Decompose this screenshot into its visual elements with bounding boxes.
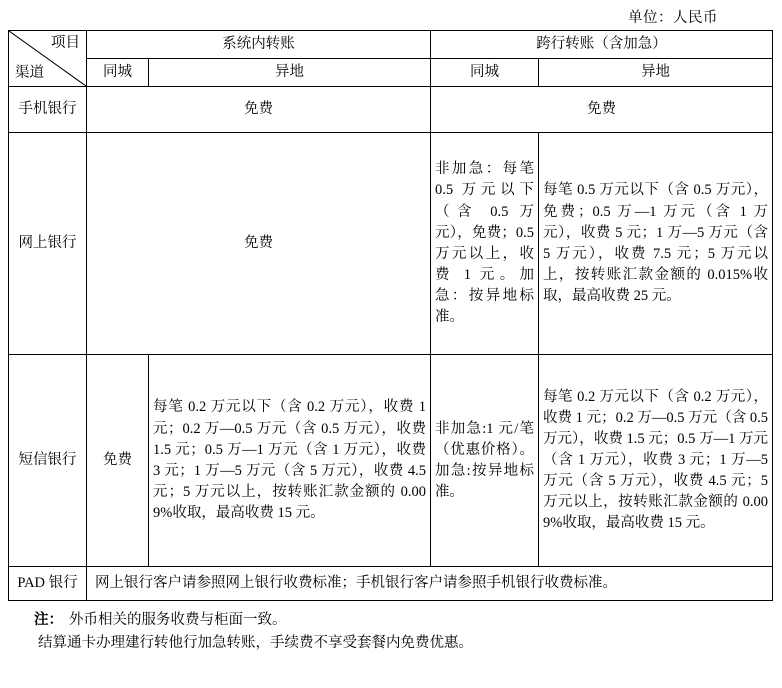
- footnote-text-2: 结算通卡办理建行转他行加急转账，手续费不享受套餐内免费优惠。: [38, 635, 473, 652]
- header-interbank-remote: 异地: [539, 59, 773, 87]
- cell-online-interbank-local: 非加急：每笔 0.5 万元以下（含 0.5 万元），免费；0.5 万元以上，收费 1 元。加急：按异地标准。: [431, 133, 539, 355]
- row-label-sms-banking: 短信银行: [9, 355, 87, 567]
- row-label-online-banking: 网上银行: [9, 133, 87, 355]
- cell-pad-all: 网上银行客户请参照网上银行收费标准；手机银行客户请参照手机银行收费标准。: [87, 567, 773, 601]
- cell-sms-internal-local: 免费: [87, 355, 149, 567]
- header-internal-remote: 异地: [149, 59, 431, 87]
- corner-item-label: 项目: [51, 35, 80, 51]
- transfer-fee-table: [8, 30, 773, 601]
- table-row-online-banking: [9, 133, 773, 355]
- table-row-sms-banking: [9, 355, 773, 567]
- header-internal-local: 同城: [87, 59, 149, 87]
- cell-mobile-internal: 免费: [87, 87, 431, 133]
- table-row-pad-banking: [9, 567, 773, 601]
- corner-header-cell: [9, 31, 87, 87]
- footnote-row-1: [8, 609, 774, 632]
- table-header-row-2: [9, 59, 773, 87]
- header-group-interbank: 跨行转账（含加急）: [431, 31, 773, 59]
- table-header-row-1: [9, 31, 773, 59]
- unit-note: 单位：人民币: [628, 10, 718, 26]
- footnote-text-1: 外币相关的服务收费与柜面一致。: [69, 612, 287, 629]
- cell-sms-interbank-local: 非加急:1 元/笔（优惠价格）。加急:按异地标准。: [431, 355, 539, 567]
- cell-sms-interbank-remote: 每笔 0.2 万元以下（含 0.2 万元），收费 1 元；0.2 万—0.5 万元（含 0.5 万元），收费 1.5 元；0.5 万—1 万元（含 1 万元），收费 3 元；1 万—5 万元（含 5 万元），收费 4.5 元；5 万元以上，按转账汇款金额的 0.009%收取，最高收费 15 元。: [539, 355, 773, 567]
- row-label-pad-banking: PAD 银行: [9, 567, 87, 601]
- footnotes: [8, 609, 774, 655]
- header-interbank-local: 同城: [431, 59, 539, 87]
- row-label-mobile-banking: 手机银行: [9, 87, 87, 133]
- cell-sms-internal-remote: 每笔 0.2 万元以下（含 0.2 万元），收费 1 元；0.2 万—0.5 万元（含 0.5 万元），收费 1.5 元；0.5 万—1 万元（含 1 万元），收费 3 元；1 万—5 万元（含 5 万元），收费 4.5 元；5 万元以上，按转账汇款金额的 0.009%收取，最高收费 15 元。: [149, 355, 431, 567]
- footnote-label: 注：: [34, 612, 63, 629]
- cell-online-interbank-remote: 每笔 0.5 万元以下（含 0.5 万元），免费；0.5 万—1 万元（含 1 万元），收费 5 元；1 万—5 万元（含 5 万元），收费 7.5 元；5 万元以上，按转账汇款金额的 0.015%收取，最高收费 25 元。: [539, 133, 773, 355]
- corner-channel-label: 渠道: [15, 65, 44, 82]
- footnote-row-2: [8, 632, 774, 655]
- cell-online-internal: 免费: [87, 133, 431, 355]
- header-group-internal: 系统内转账: [87, 31, 431, 59]
- table-row-mobile-banking: [9, 87, 773, 133]
- cell-mobile-interbank: 免费: [431, 87, 773, 133]
